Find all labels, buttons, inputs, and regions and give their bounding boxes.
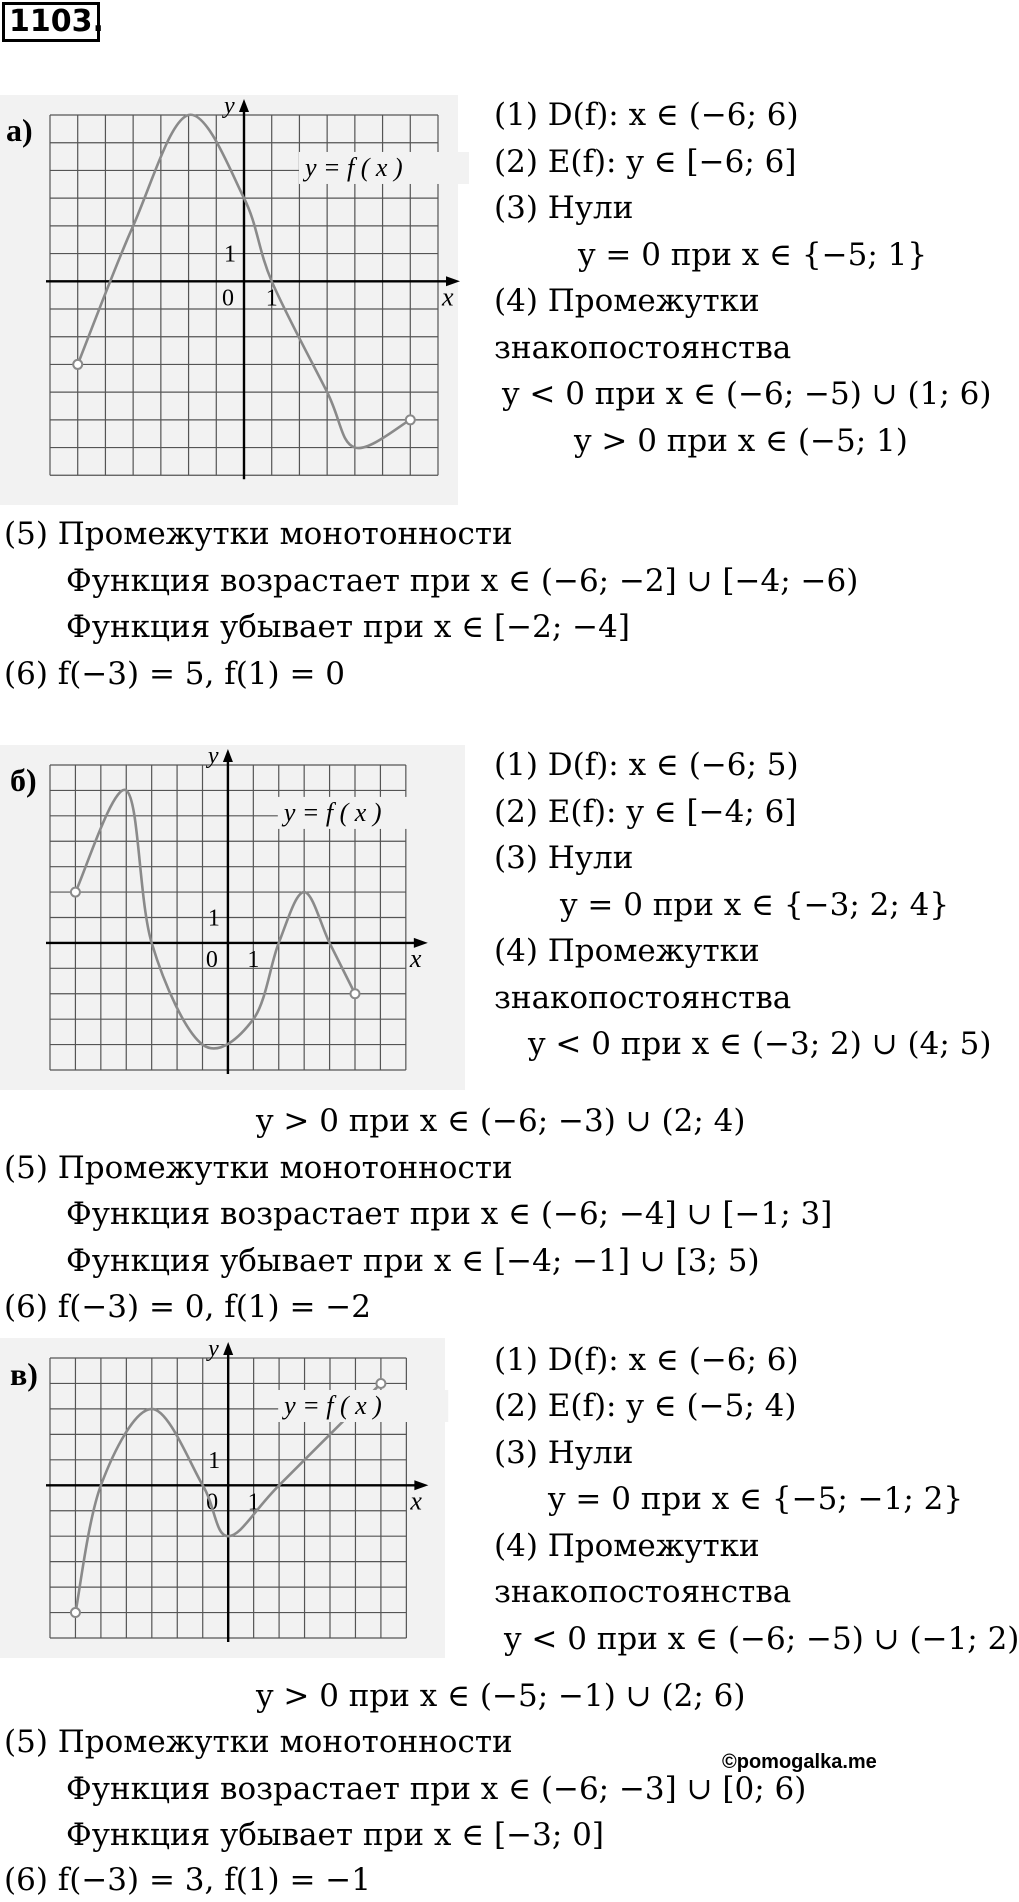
text-a-1: (1) D(f): x ∈ (−6; 6) <box>494 97 799 133</box>
text-v-10: Функция возрастает при x ∈ (−6; −3] ∪ [0; 6) <box>66 1771 807 1807</box>
y-axis-label: y <box>208 1336 219 1362</box>
text-v-3: (3) Нули <box>494 1435 634 1471</box>
text-v-8: y > 0 при x ∈ (−5; −1) ∪ (2; 6) <box>256 1678 746 1714</box>
text-b-11: Функция убывает при x ∈ [−4; −1] ∪ [3; 5) <box>66 1243 760 1279</box>
text-v-11: Функция убывает при x ∈ [−3; 0] <box>66 1817 604 1853</box>
y-axis-arrow <box>239 99 249 112</box>
text-b-4: y = 0 при x ∈ {−3; 2; 4} <box>560 887 950 923</box>
text-v-9: (5) Промежутки монотонности <box>4 1724 513 1760</box>
y-axis-arrow <box>223 1342 233 1355</box>
watermark: ©pomogalka.me <box>722 1751 877 1773</box>
y-unit-label: 1 <box>224 241 236 268</box>
text-a-3: (3) Нули <box>494 190 634 226</box>
y-unit-label: 1 <box>207 905 220 932</box>
text-v-4: y = 0 при x ∈ {−5; −1; 2} <box>548 1481 964 1517</box>
text-a-2: (2) E(f): y ∈ [−6; 6] <box>494 144 797 180</box>
text-a-11: Функция убывает при x ∈ [−2; −4] <box>66 609 630 645</box>
text-a-8: y > 0 при x ∈ (−5; 1) <box>574 423 908 459</box>
curve-end-point <box>406 415 415 424</box>
x-unit-label: 1 <box>247 1489 260 1516</box>
text-a-12: (6) f(−3) = 5, f(1) = 0 <box>4 656 346 692</box>
graph-panel-a <box>0 95 458 505</box>
x-axis-label: x <box>442 282 454 312</box>
text-a-7: y < 0 при x ∈ (−6; −5) ∪ (1; 6) <box>502 376 992 412</box>
text-v-12: (6) f(−3) = 3, f(1) = −1 <box>4 1862 372 1898</box>
text-b-5: (4) Промежутки <box>494 933 760 969</box>
text-b-2: (2) E(f): y ∈ [−4; 6] <box>494 794 797 830</box>
part-label-a: а) <box>6 112 33 148</box>
graph-title: y = f ( x ) <box>304 152 403 182</box>
text-v-2: (2) E(f): y ∈ (−5; 4) <box>494 1388 797 1424</box>
text-a-10: Функция возрастает при x ∈ (−6; −2] ∪ [−4; −6) <box>66 563 859 599</box>
text-b-10: Функция возрастает при x ∈ (−6; −4] ∪ [−1; 3] <box>66 1196 833 1232</box>
graph-panel-v <box>0 1338 445 1658</box>
y-unit-label: 1 <box>208 1447 221 1474</box>
graph-title: y = f ( x ) <box>283 797 382 827</box>
graph-title: y = f ( x ) <box>284 1391 382 1420</box>
text-b-8: y > 0 при x ∈ (−6; −3) ∪ (2; 4) <box>256 1103 746 1139</box>
graph-panel-b <box>0 745 465 1090</box>
text-b-9: (5) Промежутки монотонности <box>4 1150 513 1186</box>
graph-a <box>0 95 458 505</box>
curve-end-point <box>376 1379 385 1388</box>
x-axis-label: x <box>409 943 422 973</box>
origin-label: 0 <box>205 946 218 973</box>
text-a-6: знакопостоянства <box>494 330 792 366</box>
graph-v <box>0 1338 445 1658</box>
problem-number: 1103. <box>2 2 100 42</box>
text-a-4: y = 0 при x ∈ {−5; 1} <box>578 237 928 273</box>
curve-start-point <box>73 360 82 369</box>
text-v-6: знакопостоянства <box>494 1574 792 1610</box>
part-label-v: в) <box>10 1356 38 1392</box>
y-axis-label: y <box>207 743 219 769</box>
x-unit-label: 1 <box>247 946 260 973</box>
graph-b <box>0 745 465 1090</box>
curve-start-point <box>71 888 80 897</box>
text-a-5: (4) Промежутки <box>494 283 760 319</box>
text-b-12: (6) f(−3) = 0, f(1) = −2 <box>4 1289 372 1325</box>
y-axis-label: y <box>224 93 235 119</box>
origin-label: 0 <box>206 1489 219 1516</box>
text-v-5: (4) Промежутки <box>494 1528 760 1564</box>
text-b-6: знакопостоянства <box>494 980 792 1016</box>
text-b-3: (3) Нули <box>494 840 634 876</box>
x-unit-label: 1 <box>265 285 278 312</box>
text-a-9: (5) Промежутки монотонности <box>4 516 513 552</box>
part-label-b: б) <box>10 762 37 798</box>
text-v-7: y < 0 при x ∈ (−6; −5) ∪ (−1; 2) <box>504 1621 1019 1657</box>
curve-start-point <box>71 1608 80 1617</box>
origin-label: 0 <box>222 285 234 312</box>
text-v-1: (1) D(f): x ∈ (−6; 6) <box>494 1342 799 1378</box>
text-b-7: y < 0 при x ∈ (−3; 2) ∪ (4; 5) <box>528 1026 992 1062</box>
curve-end-point <box>351 989 360 998</box>
x-axis-label: x <box>410 1486 422 1516</box>
y-axis-arrow <box>223 749 233 762</box>
text-b-1: (1) D(f): x ∈ (−6; 5) <box>494 747 799 783</box>
